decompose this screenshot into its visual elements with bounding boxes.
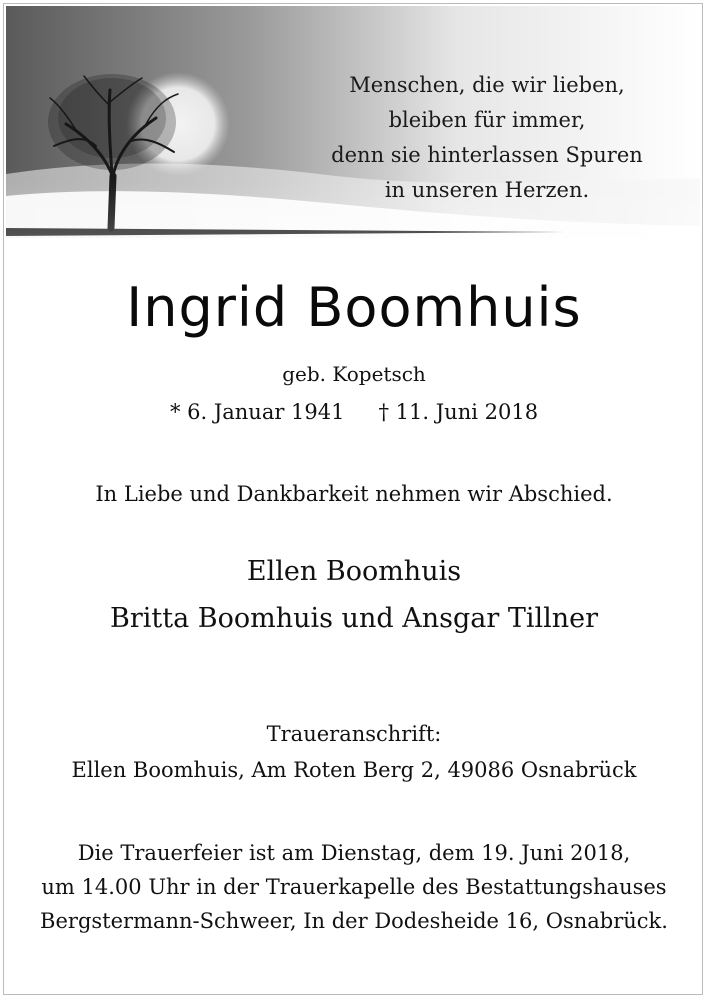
address-label: Traueranschrift: <box>266 722 442 746</box>
birth-date: * 6. Januar 1941 <box>169 400 345 424</box>
death-date: † 11. Juni 2018 <box>378 400 539 424</box>
poem-line: in unseren Herzen. <box>384 178 590 202</box>
mourner-name: Britta Boomhuis und Ansgar Tillner <box>109 603 599 634</box>
farewell-text: In Liebe und Dankbarkeit nehmen wir Abschied. <box>95 482 613 506</box>
mourner-name: Ellen Boomhuis <box>246 556 462 587</box>
address-value: Ellen Boomhuis, Am Roten Berg 2, 49086 Osnabrück <box>71 758 637 782</box>
service-line: Bergstermann-Schweer, In der Dodesheide 16, Osnabrück. <box>40 909 668 933</box>
life-dates <box>0 400 708 424</box>
service-line: Die Trauerfeier ist am Dienstag, dem 19. Juni 2018, <box>77 841 631 865</box>
deceased-name: Ingrid Boomhuis <box>126 276 582 339</box>
header-illustration <box>6 6 700 238</box>
maiden-name: geb. Kopetsch <box>282 362 426 386</box>
poem-line: denn sie hinterlassen Spuren <box>331 143 643 167</box>
poem-line: Menschen, die wir lieben, <box>349 73 625 97</box>
poem <box>322 68 652 208</box>
poem-line: bleiben für immer, <box>388 108 586 132</box>
service-info <box>0 836 708 938</box>
service-line: um 14.00 Uhr in der Trauerkapelle des Bestattungshauses <box>41 875 667 899</box>
